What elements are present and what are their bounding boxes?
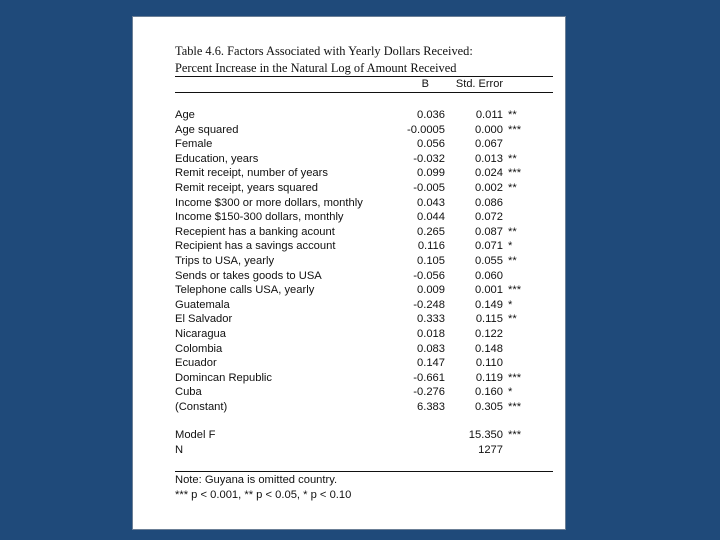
- row-label: Income $150-300 dollars, monthly: [175, 211, 344, 224]
- row-label: Education, years: [175, 152, 259, 165]
- table-row: [175, 138, 553, 153]
- row-b-value: 0.043: [417, 196, 445, 209]
- row-std-error: 0.086: [475, 196, 503, 209]
- row-label: Ecuador: [175, 357, 217, 370]
- row-std-error: 0.001: [475, 284, 503, 297]
- row-significance: ***: [508, 371, 522, 384]
- row-b-value: 0.056: [417, 138, 445, 151]
- row-std-error: 0.119: [475, 371, 503, 384]
- row-b-value: 0.083: [417, 342, 445, 355]
- model-f-value: 15.350: [468, 429, 503, 441]
- column-header-b: B: [421, 78, 429, 90]
- row-label: Female: [175, 138, 213, 151]
- table-row: [175, 313, 553, 328]
- table-row: [175, 109, 553, 124]
- row-label: Domincan Republic: [175, 371, 273, 384]
- row-significance: ***: [508, 123, 522, 136]
- table-row: [175, 401, 553, 416]
- row-b-value: -0.0005: [407, 123, 445, 136]
- row-significance: **: [508, 225, 517, 238]
- row-std-error: 0.160: [475, 386, 503, 399]
- row-label: Colombia: [175, 342, 223, 355]
- row-b-value: 0.105: [417, 255, 445, 267]
- row-std-error: 0.122: [475, 328, 503, 340]
- row-significance: *: [508, 298, 513, 311]
- table-row: [175, 343, 553, 358]
- table-row: [175, 226, 553, 241]
- table-title: [175, 43, 473, 77]
- table-row: [175, 182, 553, 197]
- model-f-row: [175, 429, 553, 444]
- row-label: El Salvador: [175, 313, 233, 326]
- note-omitted: Note: Guyana is omitted country.: [175, 474, 338, 486]
- slide-card: [132, 16, 566, 530]
- row-label: Income $300 or more dollars, monthly: [175, 196, 363, 209]
- row-b-value: 0.099: [417, 167, 445, 180]
- row-b-value: 6.383: [417, 401, 445, 413]
- table-row: [175, 240, 553, 255]
- row-label: Age: [175, 109, 195, 121]
- row-b-value: -0.056: [413, 269, 445, 282]
- row-std-error: 0.067: [475, 138, 503, 151]
- row-significance: *: [508, 240, 513, 253]
- row-label: Nicaragua: [175, 328, 226, 340]
- header-rule: [175, 92, 553, 93]
- n-row: [175, 444, 553, 459]
- table-row: [175, 197, 553, 212]
- table-row: [175, 284, 553, 299]
- bottom-rule: [175, 471, 553, 472]
- note-significance: *** p < 0.001, ** p < 0.05, * p < 0.10: [175, 489, 352, 501]
- table-row: [175, 328, 553, 343]
- row-std-error: 0.060: [475, 269, 503, 282]
- model-f-significance: ***: [508, 429, 522, 441]
- n-value: 1277: [478, 444, 503, 456]
- row-b-value: 0.265: [417, 225, 445, 238]
- row-label: Trips to USA, yearly: [175, 255, 275, 267]
- row-label: Age squared: [175, 123, 239, 136]
- row-label: Recipient has a savings account: [175, 240, 336, 253]
- title-line-2: Percent Increase in the Natural Log of Amount Received: [175, 61, 457, 75]
- table-row: [175, 153, 553, 168]
- row-label: Cuba: [175, 386, 202, 399]
- row-std-error: 0.148: [475, 342, 503, 355]
- row-label: (Constant): [175, 401, 228, 413]
- row-label: Guatemala: [175, 298, 230, 311]
- row-b-value: -0.032: [413, 152, 445, 165]
- row-label: Remit receipt, years squared: [175, 182, 319, 194]
- row-b-value: 0.333: [417, 313, 445, 326]
- row-std-error: 0.305: [475, 401, 503, 413]
- row-b-value: -0.248: [413, 298, 445, 311]
- row-std-error: 0.110: [475, 357, 503, 370]
- row-b-value: 0.116: [417, 240, 445, 253]
- table-row: [175, 357, 553, 372]
- table-row: [175, 211, 553, 226]
- row-std-error: 0.013: [475, 152, 503, 165]
- row-std-error: 0.024: [475, 167, 503, 180]
- table-row: [175, 386, 553, 401]
- row-significance: **: [508, 152, 517, 165]
- row-b-value: 0.044: [417, 211, 445, 224]
- row-std-error: 0.071: [475, 240, 503, 253]
- table-row: [175, 372, 553, 387]
- row-label: Sends or takes goods to USA: [175, 269, 322, 282]
- table-row: [175, 167, 553, 182]
- row-b-value: 0.036: [417, 109, 445, 121]
- row-std-error: 0.002: [475, 182, 503, 194]
- row-std-error: 0.149: [475, 298, 503, 311]
- row-significance: ***: [508, 401, 522, 413]
- row-label: Telephone calls USA, yearly: [175, 284, 315, 297]
- row-significance: *: [508, 386, 513, 399]
- row-b-value: -0.005: [413, 182, 445, 194]
- table-row: [175, 270, 553, 285]
- table-row: [175, 124, 553, 139]
- row-std-error: 0.072: [475, 211, 503, 224]
- table-row: [175, 255, 553, 270]
- row-b-value: -0.661: [413, 371, 445, 384]
- top-rule: [175, 76, 553, 77]
- title-line-1: Table 4.6. Factors Associated with Yearly Dollars Received:: [175, 44, 473, 58]
- row-std-error: 0.000: [475, 123, 503, 136]
- row-std-error: 0.115: [475, 313, 503, 326]
- row-std-error: 0.011: [475, 109, 503, 121]
- column-header-std-error: Std. Error: [455, 78, 503, 90]
- row-label: Recepient has a banking acount: [175, 225, 335, 238]
- row-b-value: 0.147: [417, 357, 445, 370]
- row-significance: **: [508, 255, 517, 267]
- row-std-error: 0.055: [475, 255, 503, 267]
- row-label: Remit receipt, number of years: [175, 167, 328, 180]
- row-b-value: 0.009: [417, 284, 445, 297]
- model-f-label: Model F: [175, 429, 216, 441]
- row-significance: **: [508, 109, 517, 121]
- table-row: [175, 299, 553, 314]
- row-significance: ***: [508, 167, 522, 180]
- n-label: N: [175, 444, 184, 456]
- row-b-value: 0.018: [417, 328, 445, 340]
- row-std-error: 0.087: [475, 225, 503, 238]
- row-significance: ***: [508, 284, 522, 297]
- row-significance: **: [508, 182, 517, 194]
- row-b-value: -0.276: [413, 386, 445, 399]
- row-significance: **: [508, 313, 517, 326]
